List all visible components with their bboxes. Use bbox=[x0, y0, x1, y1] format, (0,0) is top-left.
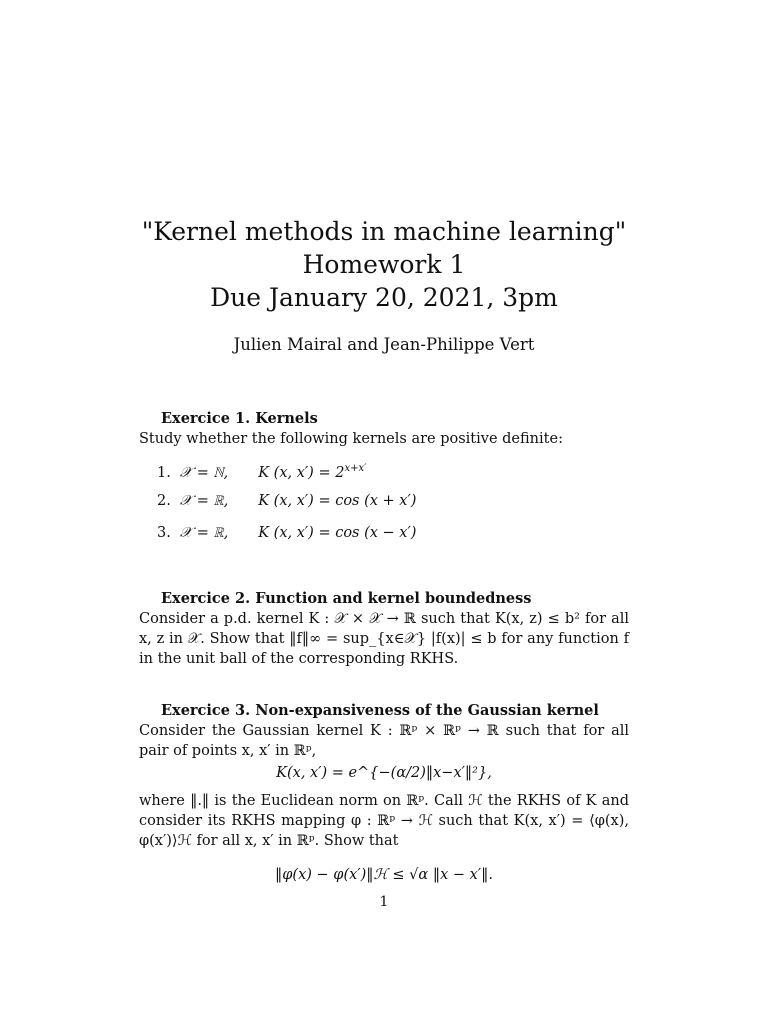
exercise-3 bbox=[139, 701, 629, 885]
exercise-1-heading bbox=[139, 409, 629, 429]
list-item bbox=[157, 491, 416, 511]
list-item-kernel: K (x, x′) = cos (x + x′) bbox=[258, 493, 417, 509]
exercise-3-text-1: Consider the Gaussian kernel K : ℝᵖ × ℝᵖ → ℝ such that for all pair of points x, x′ in ℝᵖ, bbox=[139, 723, 629, 759]
exercise-2-text: Consider a p.d. kernel K : 𝒳 × 𝒳 → ℝ such that K(x, z) ≤ b² for all x, z in 𝒳. Show that ‖f‖∞ = sup_{x∈𝒳} |f(x)| ≤ b for any function f in the unit ball of the corresponding RKHS. bbox=[139, 611, 629, 667]
title-block bbox=[0, 215, 768, 314]
homework-title: Homework 1 bbox=[302, 250, 466, 279]
non-expansiveness-equation: ‖φ(x) − φ(x′)‖ℋ ≤ √α ‖x − x′‖. bbox=[275, 867, 493, 883]
list-item-number: 2. bbox=[157, 493, 171, 509]
due-date: Due January 20, 2021, 3pm bbox=[210, 283, 558, 312]
list-item-kernel: K (x, x′) = 2 bbox=[258, 464, 345, 481]
list-item-number: 1. bbox=[157, 464, 171, 481]
course-title: "Kernel methods in machine learning" bbox=[141, 217, 627, 246]
exercise-2-title: Function and kernel boundedness bbox=[255, 590, 532, 607]
list-item bbox=[157, 523, 416, 543]
exercise-3-label: Exercice 3. bbox=[161, 702, 251, 719]
exercise-1-title: Kernels bbox=[255, 410, 318, 427]
exercise-1-intro: Study whether the following kernels are positive definite: bbox=[139, 431, 563, 447]
list-item-domain: 𝒳 = ℕ, bbox=[179, 464, 229, 481]
authors: Julien Mairal and Jean-Philippe Vert bbox=[233, 335, 535, 354]
exercise-3-title: Non-expansiveness of the Gaussian kernel bbox=[255, 702, 599, 719]
exercise-3-text-2: where ‖.‖ is the Euclidean norm on ℝᵖ. Call ℋ the RKHS of K and consider its RKHS mapping φ : ℝᵖ → ℋ such that K(x, x′) = ⟨φ(x), φ(x′)⟩ℋ for all x, x′ in ℝᵖ. Show that bbox=[139, 793, 629, 849]
exercise-1-label: Exercice 1. bbox=[161, 410, 251, 427]
exercise-2-label: Exercice 2. bbox=[161, 590, 251, 607]
list-item-domain: 𝒳 = ℝ, bbox=[179, 525, 229, 541]
list-item-exponent: x+x′ bbox=[344, 463, 367, 474]
gaussian-kernel-equation: K(x, x′) = e^{−(α/2)‖x−x′‖²}, bbox=[276, 765, 492, 781]
list-item bbox=[157, 459, 366, 483]
list-item-kernel: K (x, x′) = cos (x − x′) bbox=[258, 525, 417, 541]
exercise-3-heading bbox=[139, 701, 629, 721]
exercise-1 bbox=[139, 409, 629, 541]
exercise-2 bbox=[139, 589, 629, 669]
list-item-domain: 𝒳 = ℝ, bbox=[179, 493, 229, 509]
exercise-2-heading bbox=[139, 589, 629, 609]
page-number: 1 bbox=[379, 894, 389, 910]
list-item-number: 3. bbox=[157, 525, 171, 541]
